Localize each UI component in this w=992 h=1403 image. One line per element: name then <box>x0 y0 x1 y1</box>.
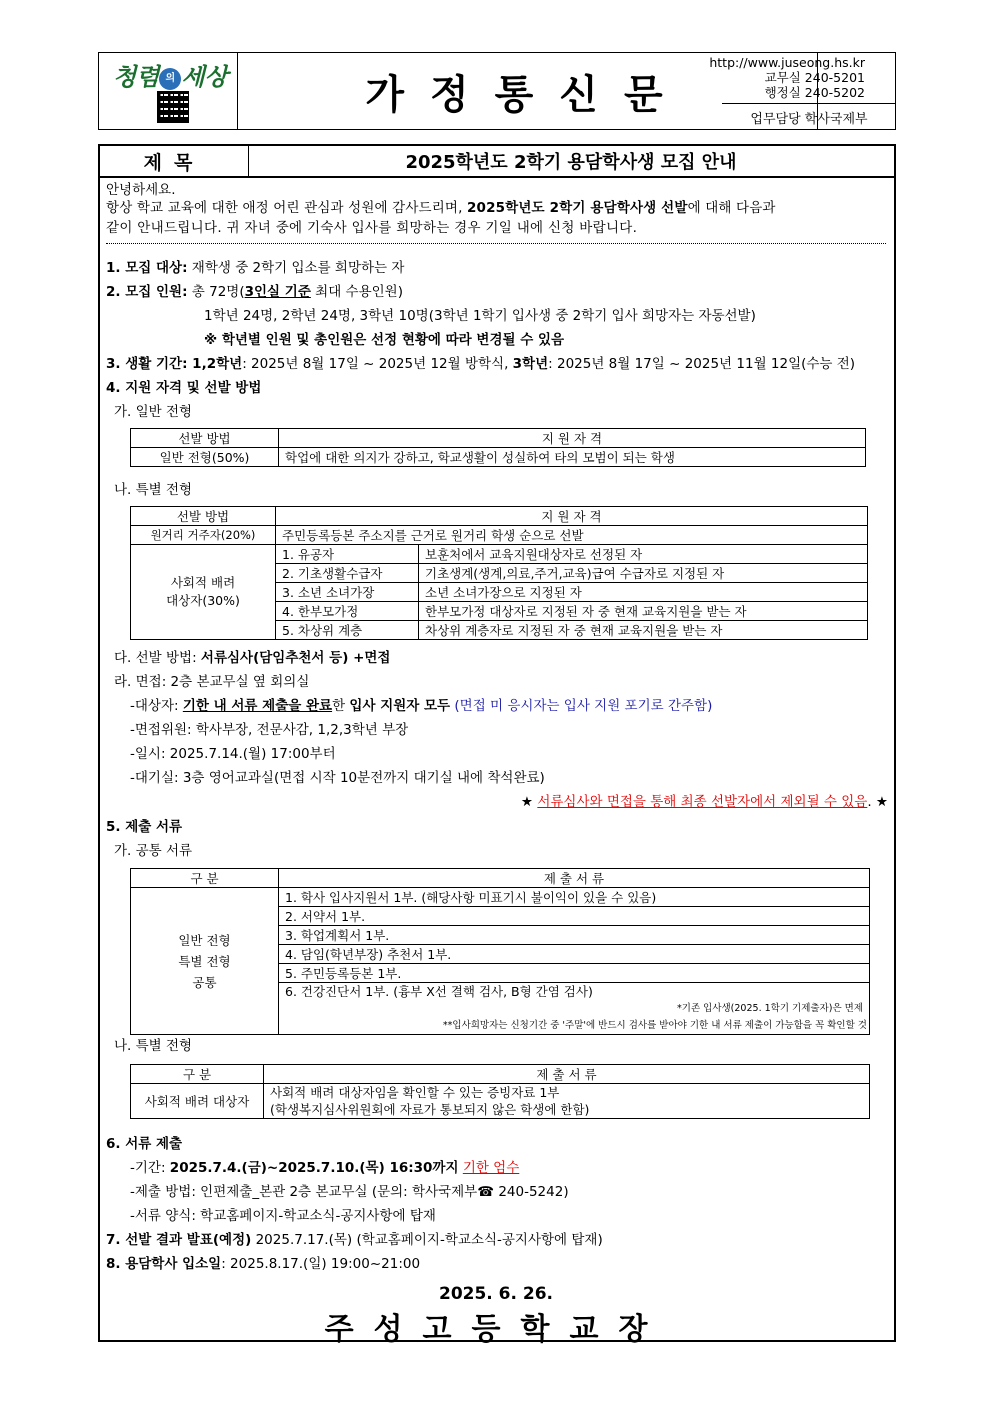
section-8: 8. 용담학사 입소일: 2025.8.17.(일) 19:00~21:00 <box>106 1256 421 1272</box>
intro-line-2: 같이 안내드립니다. 귀 자녀 중에 기숙사 입사를 희망하는 경우 기일 내에 신청 바랍니다. <box>106 220 638 236</box>
section-2: 2. 모집 인원: 총 72명(3인실 기준 최대 수용인원) <box>106 284 403 300</box>
section-5-ga: 가. 공통 서류 <box>114 843 193 859</box>
table-cell: 1. 유공자 <box>276 545 419 564</box>
common-documents-table <box>130 868 870 1035</box>
section-1: 1. 모집 대상: 재학생 중 2학기 입소를 희망하는 자 <box>106 260 405 276</box>
table-cell: 2. 서약서 1부. <box>279 907 870 926</box>
warning-notice: ★ 서류심사와 면접을 통해 최종 선발자에서 제외될 수 있음. ★ <box>520 794 888 810</box>
submission-method: -제출 방법: 인편제출_본관 2층 본교무실 (문의: 학사국제부☎ 240-5242) <box>130 1184 569 1200</box>
school-principal: 주성고등학교장 <box>324 1312 668 1347</box>
interview-committee: -면접위원: 학사부장, 전문사감, 1,2,3학년 부장 <box>130 722 409 738</box>
subject-label: 제목 <box>100 146 249 176</box>
section-5-na: 나. 특별 전형 <box>114 1038 193 1054</box>
special-selection-table <box>130 506 868 640</box>
table-header: 지 원 자 격 <box>276 507 868 526</box>
general-selection-table <box>130 428 866 467</box>
table-cell: 한부모가정 대상자로 지정된 자 중 현재 교육지원을 받는 자 <box>419 602 868 621</box>
section-7: 7. 선발 결과 발표(예정) 2025.7.17.(목) (학교홈페이지-학교소식-공지사항에 탑재) <box>106 1232 603 1248</box>
section-5: 5. 제출 서류 <box>106 819 183 835</box>
logo-area <box>99 53 238 129</box>
section-6: 6. 서류 제출 <box>106 1136 183 1152</box>
table-cell: 사회적 배려 대상자(30%) <box>131 545 276 640</box>
table-header: 선발 방법 <box>131 429 279 448</box>
table-cell: 1. 학사 입사지원서 1부. (해당사항 미표기시 불이익이 있을 수 있음) <box>279 888 870 907</box>
section-4-na: 나. 특별 전형 <box>114 482 193 498</box>
table-cell: 5. 차상위 계층 <box>276 621 419 640</box>
phone-admin: 행정실 240-5202 <box>764 85 865 100</box>
section-4: 4. 지원 자격 및 선발 방법 <box>106 380 262 396</box>
integrity-logo: 청렴 의 세상 <box>113 62 228 91</box>
greeting: 안녕하세요. <box>106 182 176 198</box>
table-cell: 일반 전형 특별 전형 공통 <box>131 888 279 1035</box>
table-header: 제 출 서 류 <box>264 1065 870 1084</box>
submission-period: -기간: 2025.7.4.(금)~2025.7.10.(목) 16:30까지 기한 엄수 <box>130 1160 520 1176</box>
phone-academic: 교무실 240-5201 <box>764 70 865 85</box>
section-4-ra: 라. 면접: 2층 본교무실 옆 회의실 <box>114 674 310 690</box>
table-cell: 차상위 계층자로 지정된 자 중 현재 교육지원을 받는 자 <box>419 621 868 640</box>
table-cell: 학업에 대한 의지가 강하고, 학교생활이 성실하여 타의 모범이 되는 학생 <box>279 448 866 467</box>
section-2-detail: 1학년 24명, 2학년 24명, 3학년 10명(3학년 1학기 입사생 중 2학기 입사 희망자는 자동선발) <box>204 308 756 324</box>
table-cell: 사회적 배려 대상자 <box>131 1084 264 1119</box>
interview-time: -일시: 2025.7.14.(월) 17:00부터 <box>130 746 336 762</box>
table-cell: 4. 담임(학년부장) 추천서 1부. <box>279 945 870 964</box>
document-title: 가정통신문 <box>237 53 818 129</box>
department: 업무담당 학사국제부 <box>722 103 896 130</box>
section-4-ga: 가. 일반 전형 <box>114 404 193 420</box>
interview-target: -대상자: 기한 내 서류 제출을 완료한 입사 지원자 모두 (면접 미 응시자는 입사 지원 포기로 간주함) <box>130 698 713 714</box>
table-cell: 2. 기초생활수급자 <box>276 564 419 583</box>
intro-line: 항상 학교 교육에 대한 애정 어린 관심과 성원에 감사드리며, 2025학년도 2학기 용담학사생 선발에 대해 다음과 <box>106 200 776 216</box>
subject-value: 2025학년도 2학기 용담학사생 모집 안내 <box>405 152 737 173</box>
qr-code-icon[interactable] <box>157 91 189 123</box>
table-cell: 원거리 거주자(20%) <box>131 526 276 545</box>
table-cell: 3. 학업계획서 1부. <box>279 926 870 945</box>
table-cell: 5. 주민등록등본 1부. <box>279 964 870 983</box>
section-3: 3. 생활 기간: 1,2학년: 2025년 8월 17일 ~ 2025년 12월 방학식, 3학년: 2025년 8월 17일 ~ 2025년 11월 12일(수능 전) <box>106 356 856 372</box>
school-url[interactable]: http://www.juseong.hs.kr <box>709 55 865 70</box>
table-cell: 소년 소녀가장으로 지정된 자 <box>419 583 868 602</box>
interview-waiting-room: -대기실: 3층 영어교과실(면접 시작 10분전까지 대기실 내에 착석완료) <box>130 770 545 786</box>
table-cell: 사회적 배려 대상자임을 확인할 수 있는 증빙자료 1부 (학생복지심사위원회에 자료가 통보되지 않은 학생에 한함) <box>264 1084 870 1119</box>
table-header: 선발 방법 <box>131 507 276 526</box>
table-cell: 3. 소년 소녀가장 <box>276 583 419 602</box>
table-header: 제 출 서 류 <box>279 869 870 888</box>
special-documents-table <box>130 1064 870 1119</box>
table-header: 지 원 자 격 <box>279 429 866 448</box>
section-2-note: ※ 학년별 인원 및 총인원은 선정 현황에 따라 변경될 수 있음 <box>204 332 565 348</box>
submission-form: -서류 양식: 학교홈페이지-학교소식-공지사항에 탑재 <box>130 1208 436 1224</box>
contact-info <box>695 55 865 100</box>
table-cell: 일반 전형(50%) <box>131 448 279 467</box>
table-cell: 보훈처에서 교육지원대상자로 선정된 자 <box>419 545 868 564</box>
table-cell: 4. 한부모가정 <box>276 602 419 621</box>
table-header: 구 분 <box>131 869 279 888</box>
divider <box>106 243 886 244</box>
table-header: 구 분 <box>131 1065 264 1084</box>
table-cell: 주민등록등본 주소지를 근거로 원거리 학생 순으로 선발 <box>276 526 868 545</box>
section-4-da: 다. 선발 방법: 서류심사(담임추천서 등) +면접 <box>114 650 391 666</box>
issue-date: 2025. 6. 26. <box>438 1284 553 1304</box>
subject-row <box>100 146 894 178</box>
table-cell: 6. 건강진단서 1부. (흉부 X선 결핵 검사, B형 간염 검사) *기존 입사생(2025. 1학기 기제출자)은 면제 **입사희망자는 신청기간 중 '주말'에 반드시 검사를 받아야 기한 내 서류 제출이 가능함을 꼭 확인할 것 <box>279 983 870 1035</box>
table-cell: 기초생계(생계,의료,주거,교육)급여 수급자로 지정된 자 <box>419 564 868 583</box>
